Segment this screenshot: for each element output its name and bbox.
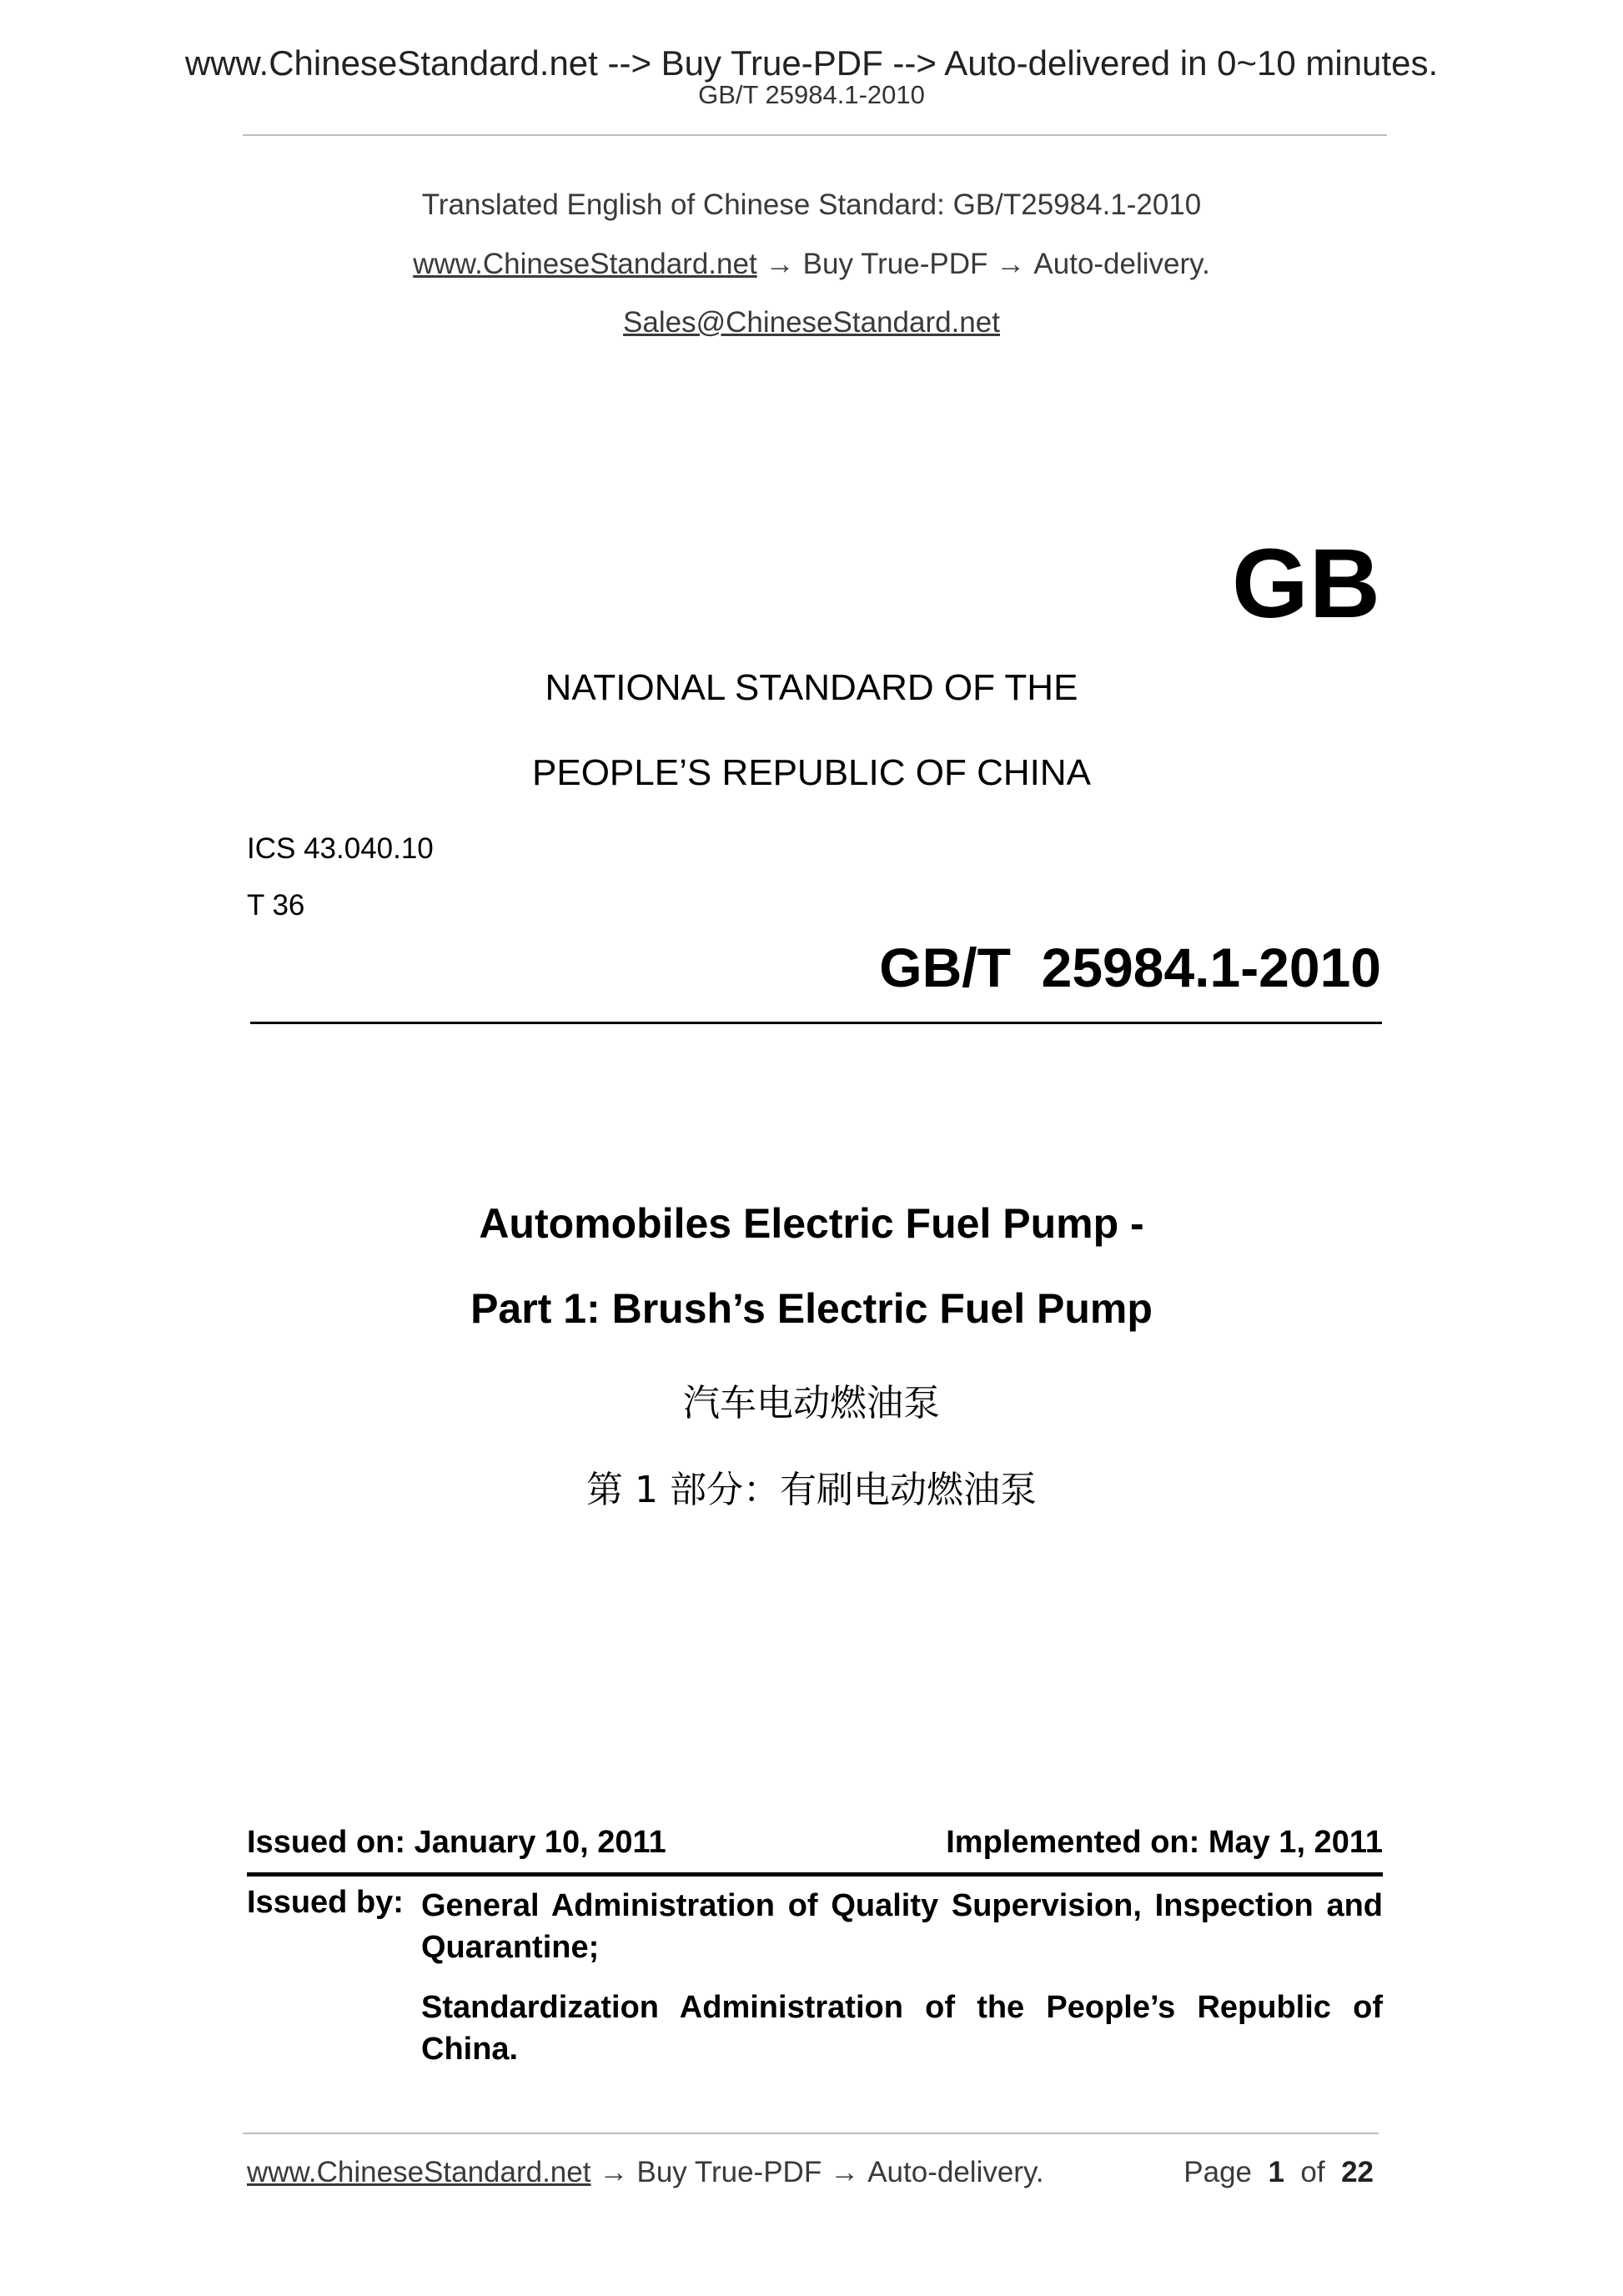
footer-divider: [243, 2133, 1379, 2134]
of-label: of: [1300, 2156, 1325, 2188]
total-pages: 22: [1341, 2156, 1374, 2188]
sales-email-link[interactable]: Sales@ChineseStandard.net: [623, 306, 1000, 339]
page-indicator: [1183, 2156, 1374, 2189]
footer-auto-text: Auto-delivery.: [867, 2156, 1044, 2188]
title-english-line-2: Part 1: Brush’s Electric Fuel Pump: [470, 1285, 1153, 1332]
issuer-1: General Administration of Quality Supervision, Inspection and Quarantine;: [421, 1888, 1383, 1965]
footer-buy-text: Buy True-PDF: [636, 2156, 822, 2188]
page-label: Page: [1183, 2156, 1253, 2188]
translated-line: Translated English of Chinese Standard: GB/T25984.1-2010: [421, 188, 1202, 221]
arrow-right-icon: →: [765, 248, 795, 280]
arrow-right-icon: →: [830, 2156, 860, 2188]
title-english-line-1: Automobiles Electric Fuel Pump -: [479, 1200, 1144, 1247]
title-chinese-line-2: 第 1 部分：有刷电动燃油泵: [586, 1469, 1037, 1511]
top-banner: www.ChineseStandard.net --> Buy True-PDF --> Auto-delivered in 0~10 minutes.: [184, 43, 1439, 83]
page-number: 1: [1268, 2156, 1284, 2188]
title-chinese-line-1: 汽车电动燃油泵: [683, 1382, 940, 1424]
national-standard-line-2: PEOPLE’S REPUBLIC OF CHINA: [532, 752, 1091, 793]
delivery-line: [0, 248, 1623, 281]
sales-line: [0, 306, 1623, 339]
gb-logo: GB: [1232, 529, 1381, 639]
header-divider: [243, 134, 1387, 136]
arrow-right-icon: →: [599, 2156, 629, 2188]
arrow-right-icon: →: [996, 248, 1026, 280]
footer-delivery-line: [247, 2156, 1044, 2189]
issue-divider: [247, 1872, 1383, 1876]
issuer-2: Standardization Administration of the People’s Republic of China.: [421, 1990, 1383, 2067]
issued-on: Issued on: January 10, 2011: [247, 1825, 666, 1860]
auto-delivery-text: Auto-delivery.: [1033, 248, 1210, 280]
implemented-on: Implemented on: May 1, 2011: [946, 1825, 1383, 1860]
standard-divider: [250, 1022, 1382, 1024]
site-link[interactable]: www.ChineseStandard.net: [413, 248, 757, 280]
footer-site-link[interactable]: www.ChineseStandard.net: [247, 2156, 591, 2188]
header-standard-code: GB/T 25984.1-2010: [698, 80, 925, 109]
issued-by-label: Issued by:: [247, 1885, 404, 1920]
buy-true-pdf-text: Buy True-PDF: [802, 248, 988, 280]
ics-code: ICS 43.040.10: [247, 832, 434, 865]
classification-code: T 36: [247, 889, 305, 922]
national-standard-line-1: NATIONAL STANDARD OF THE: [545, 667, 1078, 708]
standard-number: GB/T 25984.1-2010: [879, 937, 1381, 998]
